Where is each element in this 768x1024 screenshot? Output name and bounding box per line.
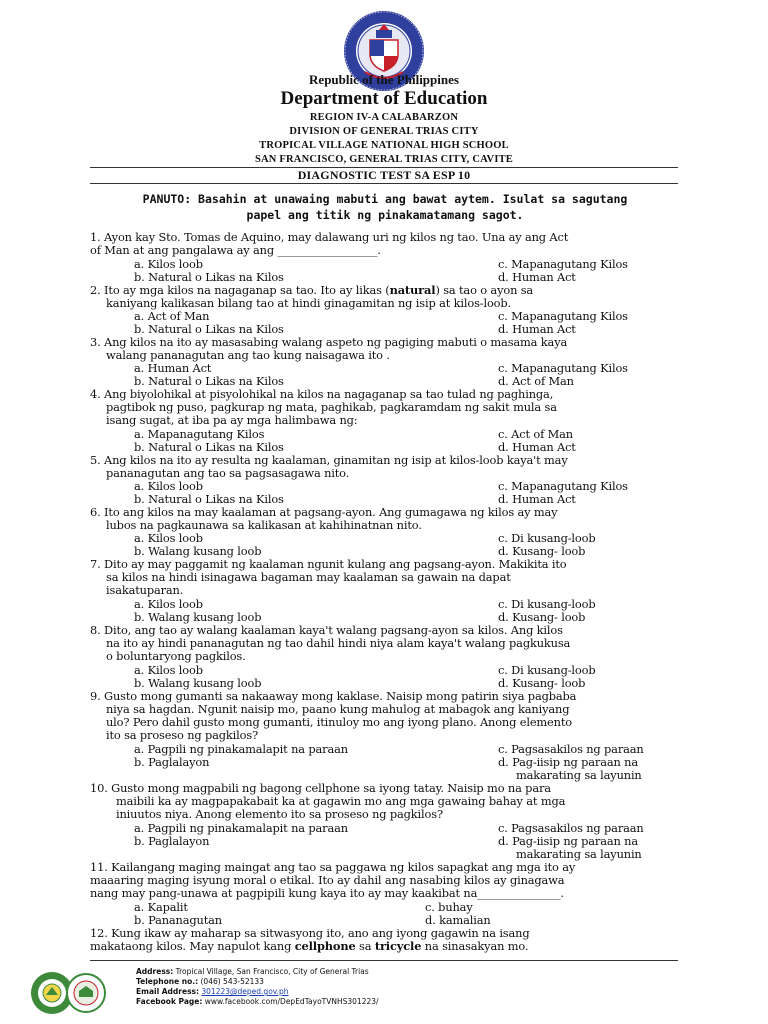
option-a: a. Kilos loob <box>134 663 203 677</box>
instructions-line: PANUTO: Basahin at unawaing mabuti ang bawat aytem. Isulat sa sagutang <box>142 192 628 206</box>
option-b: b. Natural o Likas na Kilos <box>134 322 284 336</box>
option-b: b. Natural o Likas na Kilos <box>134 492 284 506</box>
question-text: maaaring maging isyung moral o etikal. Ito ay dahil ang nasabing kilos ay ginagawa <box>90 873 565 887</box>
question-10 <box>90 782 690 821</box>
footer-label: Address: <box>136 967 174 976</box>
question-text-part: makataong kilos. May napulot kang <box>90 939 295 953</box>
option-c: c. Mapanagutang Kilos <box>498 257 628 271</box>
division-label: DIVISION OF GENERAL TRIAS CITY <box>289 126 479 137</box>
footer-value: Tropical Village, San Francisco, City of General Trias <box>175 967 369 976</box>
footer-telephone <box>136 977 264 987</box>
footer-divider <box>90 960 678 961</box>
option-a: a. Act of Man <box>134 309 210 323</box>
option-a: a. Kapalit <box>134 900 188 914</box>
region-label: REGION IV-A CALABARZON <box>309 112 459 123</box>
option-d: d. Pag-iisip ng paraan na <box>498 834 638 848</box>
question-text: 6. Ito ang kilos na may kaalaman at pagsang-ayon. Ang gumagawa ng kilos ay may <box>90 505 558 519</box>
question-text: 12. Kung ikaw ay maharap sa sitwasyong ito, ano ang iyong gagawin na isang <box>90 926 530 940</box>
option-d-continued: makarating sa layunin <box>516 768 642 782</box>
option-a: a. Pagpili ng pinakamalapit na paraan <box>134 821 348 835</box>
option-a: a. Human Act <box>134 361 212 375</box>
option-c: c. Pagsasakilos ng paraan <box>498 742 644 756</box>
question-text: 5. Ang kilos na ito ay resulta ng kaalaman, ginamitan ng isip at kilos-loob kaya't may <box>90 453 568 467</box>
question-text: walang pananagutan ang tao kung naisagawa ito . <box>106 348 390 362</box>
question-text: 9. Gusto mong gumanti sa nakaaway mong kaklase. Naisip mong patirin siya pagbaba <box>90 689 577 703</box>
footer-label: Email Address: <box>136 987 200 996</box>
question-2 <box>90 284 690 310</box>
option-c: c. Mapanagutang Kilos <box>498 361 628 375</box>
question-text: na ito ay hindi pananagutan ng tao dahil hindi niya alam kaya't walang pagkukusa <box>106 636 571 650</box>
question-keyword: cellphone <box>294 939 356 953</box>
option-c: c. Pagsasakilos ng paraan <box>498 821 644 835</box>
option-c: c. Di kusang-loob <box>498 597 596 611</box>
school-address: SAN FRANCISCO, GENERAL TRIAS CITY, CAVITE <box>254 154 514 165</box>
question-text: ito sa proseso ng pagkilos? <box>106 728 259 742</box>
option-b: b. Natural o Likas na Kilos <box>134 270 284 284</box>
question-text: 11. Kailangang maging maingat ang tao sa paggawa ng kilos sapagkat ang mga ito ay <box>90 860 576 874</box>
question-5 <box>90 454 690 480</box>
option-a: a. Kilos loob <box>134 531 203 545</box>
option-b: b. Walang kusang loob <box>134 544 262 558</box>
question-keyword: tricycle <box>374 939 422 953</box>
option-d: d. Human Act <box>498 440 576 454</box>
option-d: d. Kusang- loob <box>498 610 586 624</box>
option-c: c. Di kusang-loob <box>498 531 596 545</box>
question-text: isang sugat, at iba pa ay mga halimbawa ng: <box>106 413 358 427</box>
option-b: b. Natural o Likas na Kilos <box>134 440 284 454</box>
footer-label: Telephone no.: <box>136 977 199 986</box>
option-c: c. Mapanagutang Kilos <box>498 309 628 323</box>
option-b: b. Walang kusang loob <box>134 676 262 690</box>
question-text: 4. Ang biyolohikal at pisyolohikal na kilos na nagaganap sa tao tulad ng paghinga, <box>90 387 554 401</box>
option-c: c. buhay <box>425 900 473 914</box>
option-a: a. Kilos loob <box>134 257 203 271</box>
question-text: ulo? Pero dahil gusto mong gumanti, itinuloy mo ang iyong plano. Anong elemento <box>106 715 572 729</box>
republic-label: Republic of the Philippines <box>309 72 459 87</box>
option-b: b. Paglalayon <box>134 834 210 848</box>
instructions-line: papel ang titik ng pinakamatamang sagot. <box>246 208 524 222</box>
option-c: c. Di kusang-loob <box>498 663 596 677</box>
option-b: b. Walang kusang loob <box>134 610 262 624</box>
question-text <box>90 940 690 953</box>
footer-address <box>136 967 369 977</box>
question-9 <box>90 690 690 742</box>
option-d: d. Human Act <box>498 270 576 284</box>
question-text: 10. Gusto mong magpabili ng bagong cellphone sa iyong tatay. Naisip mo na para <box>90 781 551 795</box>
option-b: b. Paglalayon <box>134 755 210 769</box>
question-text: 3. Ang kilos na ito ay masasabing walang aspeto ng pagiging mabuti o masama kaya <box>90 335 568 349</box>
test-title: DIAGNOSTIC TEST SA ESP 10 <box>297 168 471 182</box>
question-3 <box>90 336 690 362</box>
question-text: kaniyang kalikasan bilang tao at hindi ginagamitan ng isip at kilos-loob. <box>106 296 511 310</box>
email-link[interactable]: 301223@deped.gov.ph <box>201 987 289 996</box>
question-text: lubos na pagkaunawa sa kalikasan at kahihinatnan nito. <box>106 518 422 532</box>
option-d: d. kamalian <box>425 913 491 927</box>
option-a: a. Pagpili ng pinakamalapit na paraan <box>134 742 348 756</box>
facebook-link[interactable]: www.facebook.com/DepEdTayoTVNHS301223/ <box>204 997 379 1006</box>
option-c: c. Mapanagutang Kilos <box>498 479 628 493</box>
question-text: 1. Ayon kay Sto. Tomas de Aquino, may dalawang uri ng kilos ng tao. Una ay ang Act <box>90 230 569 244</box>
question-text: o boluntaryong pagkilos. <box>106 649 246 663</box>
question-12 <box>90 927 690 953</box>
question-6 <box>90 506 690 532</box>
question-text: 7. Dito ay may paggamit ng kaalaman ngunit kulang ang pagsang-ayon. Makikita ito <box>90 557 567 571</box>
option-d: d. Human Act <box>498 322 576 336</box>
question-text-part: na sinasakyan mo. <box>421 939 529 953</box>
option-d: d. Act of Man <box>498 374 574 388</box>
option-c: c. Act of Man <box>498 427 573 441</box>
question-11 <box>90 861 690 900</box>
question-text: iniuutos niya. Anong elemento ito sa proseso ng pagkilos? <box>116 807 443 821</box>
option-a: a. Kilos loob <box>134 479 203 493</box>
footer-email <box>136 987 289 997</box>
option-d: d. Pag-iisip ng paraan na <box>498 755 638 769</box>
option-d: d. Kusang- loob <box>498 544 586 558</box>
question-text-part: ) sa tao o ayon sa <box>435 283 534 297</box>
question-text: maibili ka ay magpapakabait ka at gagawin mo ang mga gawaing bahay at mga <box>116 794 566 808</box>
instructions <box>100 191 670 223</box>
question-text: isakatuparan. <box>106 583 184 597</box>
question-text-part: 2. Ito ay mga kilos na nagaganap sa tao. Ito ay likas ( <box>90 283 390 297</box>
school-name: TROPICAL VILLAGE NATIONAL HIGH SCHOOL <box>259 140 509 151</box>
question-text: of Man at ang pangalawa ay ang __________________. <box>90 243 381 257</box>
department-title: Department of Education <box>280 88 488 109</box>
question-7 <box>90 558 690 597</box>
question-text-part: sa <box>355 939 375 953</box>
question-text: sa kilos na hindi isinagawa bagaman may kaalaman sa gawain na dapat <box>106 570 511 584</box>
footer-facebook <box>136 997 379 1007</box>
question-text: 8. Dito, ang tao ay walang kaalaman kaya't walang pagsang-ayon sa kilos. Ang kilos <box>90 623 563 637</box>
option-d-continued: makarating sa layunin <box>516 847 642 861</box>
question-text: nang may pang-unawa at pagpipili kung kaya ito ay may kaakibat na_______________. <box>90 886 564 900</box>
question-text: pagtibok ng puso, pagkurap ng mata, paghikab, pagkaramdam ng sakit mula sa <box>106 400 557 414</box>
question-text: niya sa hagdan. Ngunit naisip mo, paano kung mahulog at mabagok ang kaniyang <box>106 702 570 716</box>
footer-value: (046) 543-52133 <box>200 977 264 986</box>
option-a: a. Mapanagutang Kilos <box>134 427 265 441</box>
school-logos-icon <box>30 966 106 1020</box>
question-1 <box>90 231 690 257</box>
option-b: b. Pananagutan <box>134 913 222 927</box>
option-b: b. Natural o Likas na Kilos <box>134 374 284 388</box>
footer-label: Facebook Page: <box>136 997 203 1006</box>
question-text: pananagutan ang tao sa pagsasagawa nito. <box>106 466 350 480</box>
divider <box>90 183 678 184</box>
question-keyword: natural <box>389 283 436 297</box>
question-8 <box>90 624 690 663</box>
question-4 <box>90 388 690 427</box>
option-d: d. Human Act <box>498 492 576 506</box>
option-a: a. Kilos loob <box>134 597 203 611</box>
option-d: d. Kusang- loob <box>498 676 586 690</box>
